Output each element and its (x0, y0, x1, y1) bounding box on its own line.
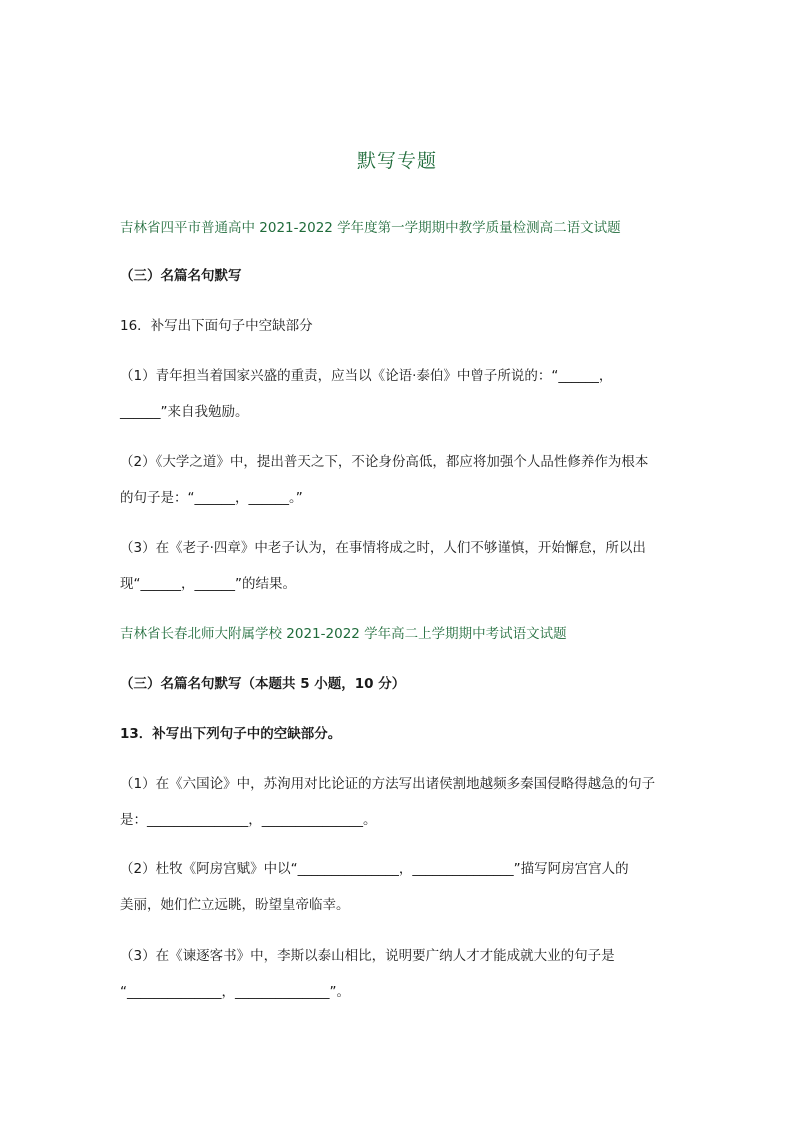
section1-item3-line1: （3）在《老子·四章》中老子认为，在事情将成之时，人们不够谨慎，开始懈怠，所以出 (120, 540, 646, 556)
section2-item1-line1: （1）在《六国论》中，苏洵用对比论证的方法写出诸侯割地越频多秦国侵略得越急的句子 (120, 776, 656, 792)
page-title: 默写专题 (356, 150, 437, 172)
section2-item2-line2: 美丽，她们伫立远眺，盼望皇帝临幸。 (120, 897, 350, 913)
section1-source: 吉林省四平市普通高中 2021-2022 学年度第一学期期中教学质量检测高二语文试题 (120, 220, 621, 236)
section1-question: 16．补写出下面句子中空缺部分 (120, 318, 313, 334)
section1-item2-line1: （2）《大学之道》中，提出普天之下，不论身份高低，都应将加强个人品性修养作为根本 (120, 454, 649, 470)
section2-item3-line1: （3）在《谏逐客书》中，李斯以泰山相比，说明要广纳人才才能成就大业的句子是 (120, 948, 615, 964)
section1-item1-line1: （1）青年担当着国家兴盛的重责，应当以《论语·泰伯》中曾子所说的：“______， (120, 368, 613, 384)
section2-item2-line1: （2）杜牧《阿房宫赋》中以“_______________，_______________”描写阿房宫宫人的 (120, 861, 629, 877)
section1-item2-line2: 的句子是：“______，______。” (120, 490, 303, 506)
section2-item3-line2: “______________，______________”。 (120, 984, 350, 1000)
section2-heading: （三）名篇名句默写（本题共 5 小题，10 分） (120, 676, 406, 692)
section1-heading: （三）名篇名句默写 (120, 268, 242, 284)
section2-question: 13．补写出下列句子中的空缺部分。 (120, 726, 342, 742)
section2-item1-line2: 是：_______________，_______________。 (120, 812, 377, 828)
section1-item1-line2: ______”来自我勉励。 (120, 404, 249, 420)
section1-item3-line2: 现“______，______”的结果。 (120, 576, 296, 592)
section2-source: 吉林省长春北师大附属学校 2021-2022 学年高二上学期期中考试语文试题 (120, 626, 567, 642)
